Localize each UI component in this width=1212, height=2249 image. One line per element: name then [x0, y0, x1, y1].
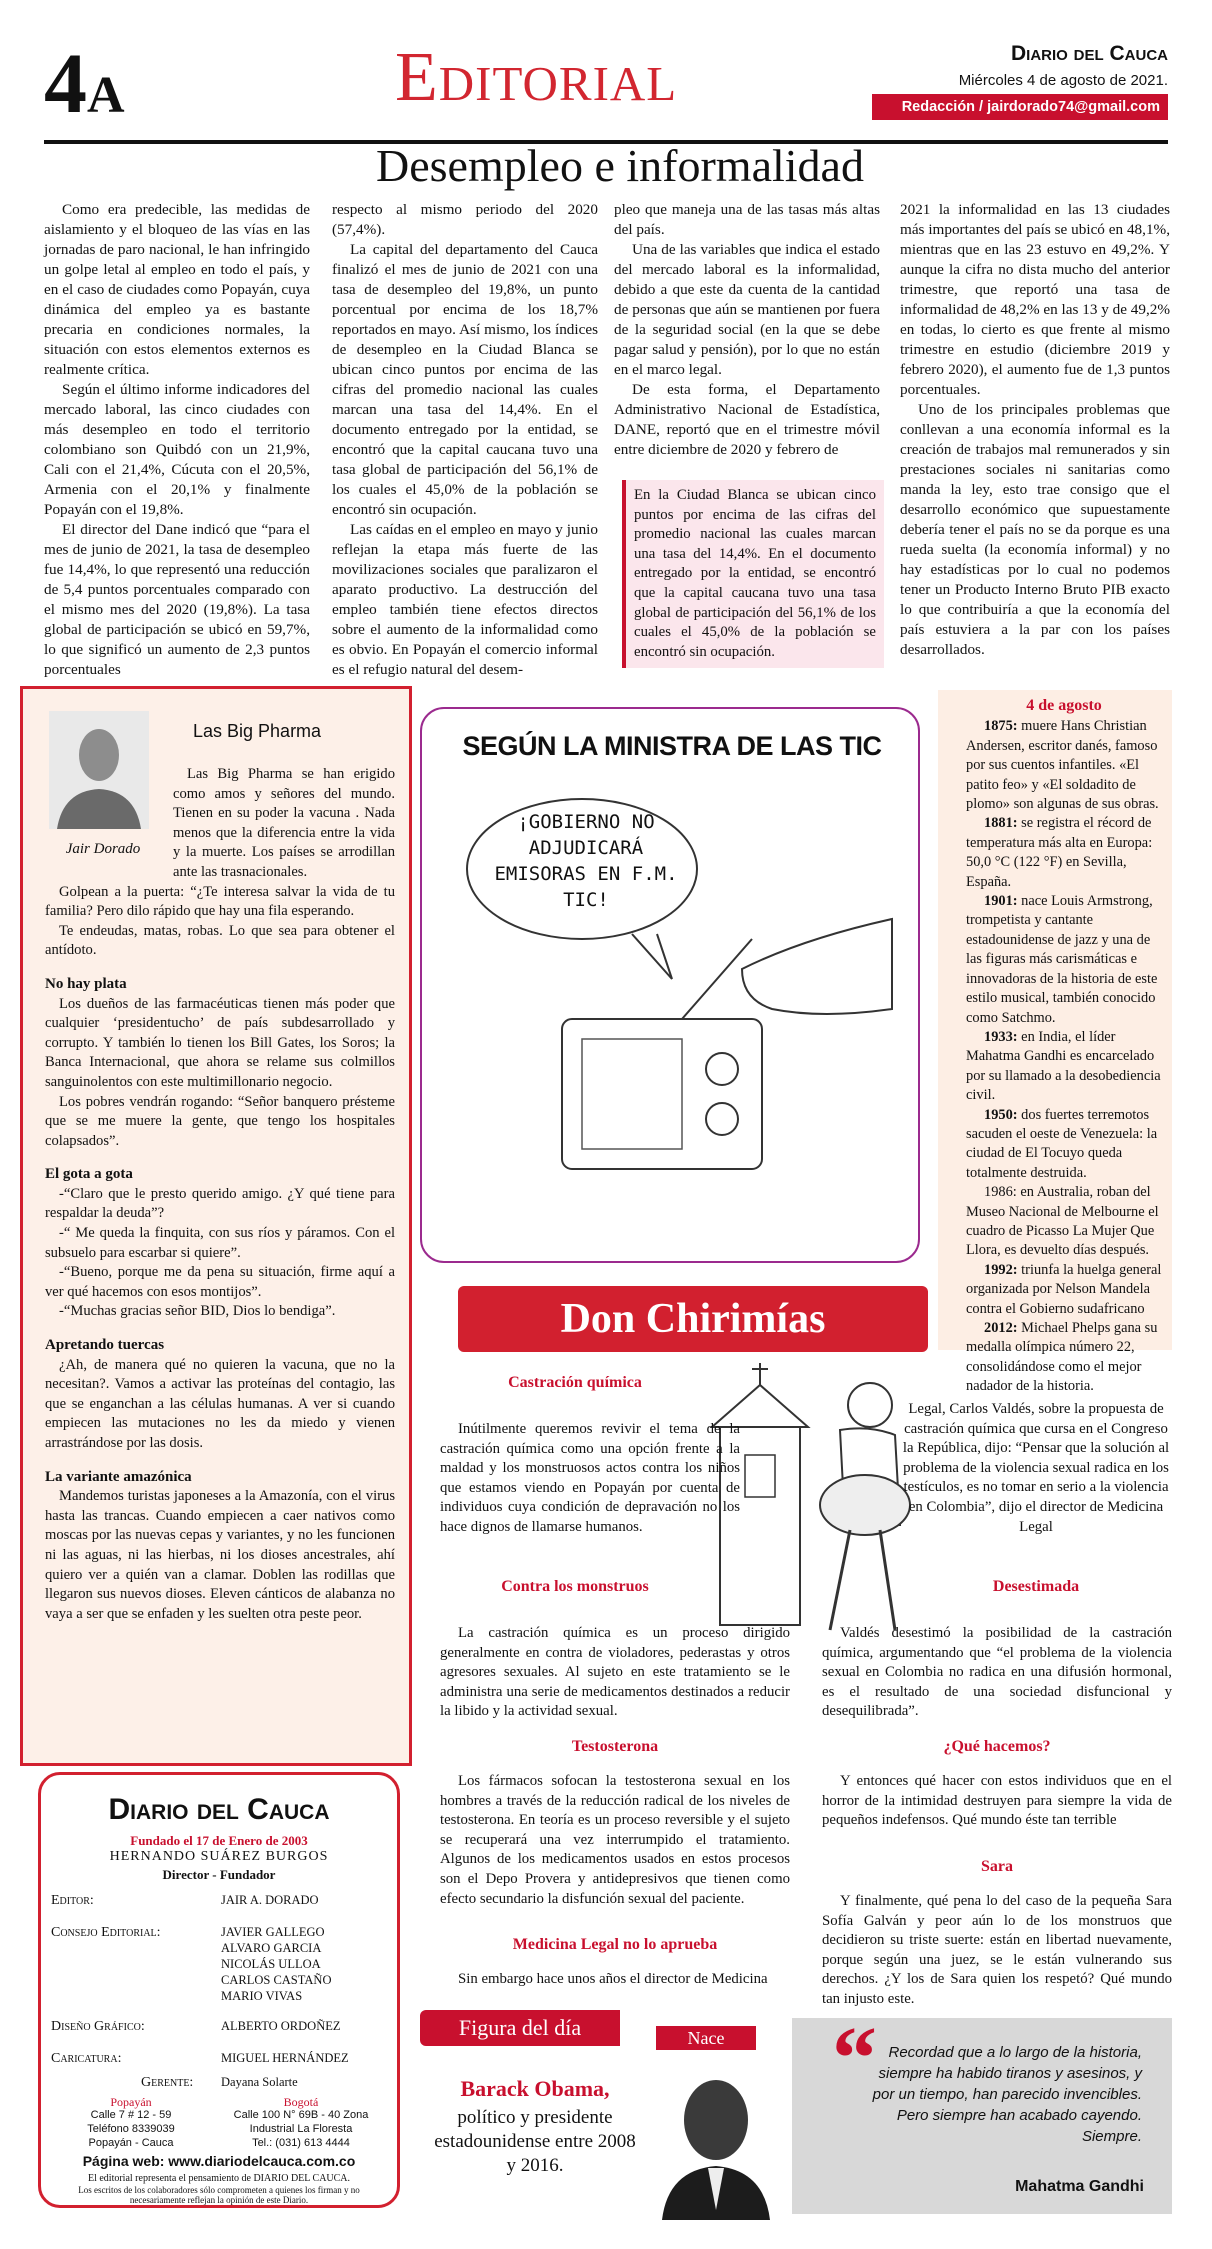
staff-role: Consejo Editorial:	[51, 1925, 161, 1940]
ephemeris-item	[966, 1319, 1162, 1397]
disclaimer: El editorial representa el pensamiento de DIARIO DEL CAUCA.	[87, 2173, 351, 2184]
chirimias-sara	[822, 1892, 1172, 2010]
cartoon-speech: ¡GOBIERNO NO ADJUDICARÁ EMISORAS EN F.M. TIC!	[494, 811, 678, 911]
pullquote-text: En la Ciudad Blanca se ubican cinco puntos por encima de las cifras del promedio nacional las cuales marcan una tasa del 14,4%. En el documento entregado por la entidad, se encontró que la capital caucana tuvo una tasa global de participación del 56,1% de los cuales el 45,0% de la población se encontró sin ocupación.	[634, 487, 876, 660]
paragraph: Mandemos turistas japoneses a la Amazonía, con el virus hasta las trancas. Cuando empiecen a caer nativos como moscas por las nuevas cepas y variantes, y no les funcionen ni las aguas, ni las hierbas, ni los dioses ancestrales, ahí quiero ver a quién van a clamar. Doblen las rodillas que llegaron sus nuevos dioses. Eleven cánticos de alabanza no vaya a ser que se enfaden y les suelten otra peste peor.	[45, 1488, 395, 1622]
ephemeris-text: en Australia, roban del Museo Nacional de Melbourne el cuadro de Picasso La Mujer Que Llora, es devuelto días después.	[966, 1184, 1159, 1259]
editorial-col-3	[614, 200, 880, 460]
staff-name: CARLOS CASTAÑO	[221, 1973, 332, 1987]
paragraph: Uno de los principales problemas que conllevan a una economía informal es la creación de trabajos mal remunerados y sin prestaciones sociales ni sanitarias como manda la ley, esto trae consigo que el desarrollo económico que supuestamente debería tener el país no se da porque es una rueda suelta (la economía informal) y no hay estadísticas por lo cual no podemos tener un Producto Interno Bruto PIB exacto lo que contribuiría a que la economía del país estuviera a la par con los países desarrollados.	[900, 401, 1170, 658]
page-number	[44, 35, 125, 141]
staff-role: Caricatura:	[51, 2051, 122, 2066]
paragraph: 2021 la informalidad en las 13 ciudades más importantes del país se ubicó en 48,1%, mientras que en las 23 estuvo en 49,2%. Y aunque la cifra no dista mucho del anterior trimestre, que reportó una tasa de informalidad de 48,2% en las 13 y de 49,2% en todas, lo cierto es que frente al mismo trimestre en estudio (diciembre 2019 y febrero 2020), el aumento fue de 1,3 puntos porcentuales.	[900, 201, 1170, 398]
paragraph: ¿Ah, de manera qué no quieren la vacuna, que no la necesitan?. Vamos a activar las proteínas del contagio, las que se enganchan a las células humanas. A ver si cuando empiecen las mutaciones no les da miedo y vienen arrastrándose por las dosis.	[45, 1356, 395, 1451]
ephemeris-year: 1881:	[984, 815, 1018, 832]
subheading: El gota a gota	[45, 1166, 133, 1183]
paragraph: Legal, Carlos Valdés, sobre la propuesta de castración química que cursa en el Congreso la República, dijo: “Pensar que la solución al problema de la violencia sexual radica en los testículos, es no tomar en serio a la violencia en Colombia”, dijo el director de Medicina Legal	[902, 1401, 1170, 1535]
paragraph: pleo que maneja una de las tasas más altas del país.	[614, 201, 880, 238]
paragraph: Según el último informe indicadores del mercado laboral, las cinco ciudades con más desempleo en todo el territorio colombiano son Quibdó con un 21,9%, Cali con el 21,4%, Cúcuta con el 20,5%, Armenia con el 20,1% y finalmente Popayán con el 19,8%.	[44, 381, 310, 518]
figura-desc: político y presidente estadounidense entre 2008 y 2016.	[434, 2107, 636, 2176]
staff-role: Editor:	[51, 1893, 94, 1908]
office-bogota-line: Industrial La Floresta	[249, 2123, 353, 2135]
paragraph: Inútilmente queremos revivir el tema de la castración química como una opción frente a la maldad y los monstruosos actos contra los niños que estamos viendo en Popayán por cuenta de individuos cuya condición de depravación no los hace dignos de llamarse humanos.	[440, 1421, 740, 1535]
subhead-medicina: Medicina Legal no lo aprueba	[512, 1936, 718, 1953]
chirimias-legal	[900, 1400, 1172, 1537]
ephemeris-year: 1901:	[984, 893, 1018, 910]
quote-mark-icon: “	[832, 2009, 877, 2108]
office-popayan-line: Calle 7 # 12 - 59	[90, 2109, 172, 2121]
staff-name: JAIR A. DORADO	[221, 1893, 319, 1907]
ephemeris-year: 1986:	[984, 1184, 1017, 1201]
office-popayan-title: Popayán	[110, 2095, 152, 2109]
page-letter: A	[87, 67, 125, 124]
ephemeris-title: 4 de agosto	[1026, 697, 1102, 714]
gerente-name: Dayana Solarte	[221, 2075, 298, 2089]
masthead-box	[38, 1772, 400, 2208]
staff-name: ALVARO GARCIA	[221, 1941, 322, 1955]
subhead-testosterona: Testosterona	[571, 1738, 659, 1755]
paragraph: Los dueños de las farmacéuticas tienen más poder que cualquier ‘presidentucho’ de país subdesarrollado y corrupto. Y también lo tienen los Bill Gates, los Soros; la Banca Internacional, que ahora se relame sus colmillos sanguinolentos con este multimillonario negocio.	[45, 995, 395, 1090]
ephemeris-year: 1992:	[984, 1261, 1018, 1278]
ephemeris-year: 1950:	[984, 1106, 1018, 1123]
contact-bar: Redacción / jairdorado74@gmail.com	[872, 94, 1168, 120]
paragraph: Los fármacos sofocan la testosterona sexual en los hombres a través de la reducción radical de los niveles de testosterona. En teoría es un proceso reversible y el sujeto se recuperará una vez interrumpido el tratamiento. Algunos de los medicamentos usados en estos procesos son el Depo Provera y antidepresivos que tienen como efecto secundario la disfunción sexual del paciente.	[440, 1773, 790, 1907]
paragraph: -“Muchas gracias señor BID, Dios lo bendiga”.	[59, 1303, 336, 1320]
paragraph: Las Big Pharma se han erigido como amos y señores del mundo. Tienen en su poder la vacuna . Nada menos que la diferencia entre la vida y la muerte. Los países se arrodillan ante las trasnacionales.	[173, 766, 395, 880]
staff-role: Diseño Gráfico:	[51, 2019, 145, 2034]
paragraph: La capital del departamento del Cauca finalizó el mes de junio de 2021 con una tasa de desempleo del 19,8%, un punto porcentual por encima de los 18,7% reportados en mayo. Así mismo, los índices de desempleo en la Ciudad Blanca se ubican cinco puntos por encima de las cifras del promedio nacional las cuales marcan una tasa del 14,4%. En el documento entregado por la entidad, se encontró que la capital caucana tuvo una tasa global de participación del 56,1% de los cuales el 45,0% de la población se encontró sin ocupación.	[332, 241, 598, 518]
chirimias-quehacemos	[822, 1772, 1172, 1831]
subheading: No hay plata	[45, 975, 127, 992]
ephemeris-item	[966, 1183, 1162, 1261]
paragraph: respecto al mismo periodo del 2020 (57,4%).	[332, 201, 598, 238]
staff-name: JAVIER GALLEGO	[221, 1925, 325, 1939]
paragraph: Y finalmente, qué pena lo del caso de la pequeña Sara Sofía Galván y peor aún lo de los monstruos que decidieron su triste suerte: están en libertad nuevamente, porque según una juez, se le están vulnerando sus derechos. ¿Y los de Sara quien los respetó? Qué mundo tan injusto este.	[822, 1893, 1172, 2007]
office-bogota-title: Bogotá	[283, 2095, 319, 2109]
ephemeris-box	[938, 690, 1172, 1395]
quote-author: Mahatma Gandhi	[1015, 2178, 1144, 2195]
ephemeris-year: 1933:	[984, 1028, 1018, 1045]
cartoon-title: SEGÚN LA MINISTRA DE LAS TIC	[462, 731, 882, 761]
staff-name: MIGUEL HERNÁNDEZ	[221, 2051, 349, 2065]
ephemeris-item	[966, 892, 1162, 1028]
brand-name: Diario del Cauca	[1011, 42, 1168, 65]
masthead-founder: HERNANDO SUÁREZ BURGOS	[109, 1849, 329, 1864]
masthead-founded: Fundado el 17 de Enero de 2003	[130, 1833, 308, 1848]
staff-name: MARIO VIVAS	[221, 1989, 303, 2003]
paragraph: Las caídas en el empleo en mayo y junio reflejan la etapa más fuerte de las movilizaciones sociales que paralizaron el aparato productivo. La destrucción del empleo también tiene efectos directos sobre el aumento de la informalidad como es obvio. En Popayán el comercio informal es el refugio natural del desem-	[332, 521, 598, 678]
chirimias-banner: Don Chirimías	[458, 1286, 928, 1352]
ephemeris-item	[966, 717, 1162, 814]
obama-portrait-icon	[656, 2060, 776, 2220]
subhead-sara: Sara	[981, 1858, 1013, 1875]
chirimias-castracion	[440, 1420, 740, 1538]
subhead-desestimada: Desestimada	[992, 1578, 1080, 1595]
ephemeris-year: 1875:	[984, 718, 1018, 735]
figura-del-dia	[420, 2010, 788, 2220]
subhead-castracion: Castración química	[508, 1374, 642, 1391]
paragraph: -“Claro que le presto querido amigo. ¿Y qué tiene para respaldar la deuda”?	[45, 1185, 395, 1222]
cartoon-frame	[420, 707, 920, 1263]
paragraph: Una de las variables que indica el estado del mercado laboral es la informalidad, debido a que este da cuenta de la cantidad de personas que aún se mantienen por fuera de la seguridad social (en la que se debe pagar salud y pensión), por lo que no están en el marco legal.	[614, 241, 880, 378]
editorial-col-1	[44, 200, 310, 680]
staff-name: NICOLÁS ULLOA	[221, 1957, 321, 1971]
paragraph: Te endeudas, matas, robas. Lo que sea para obtener el antídoto.	[45, 922, 395, 959]
paragraph: El director del Dane indicó que “para el mes de junio de 2021, la tasa de desempleo fue 14,4%, lo que representó una reducción de 5,4 puntos porcentuales comparado con el mismo mes del 2020 (19,8%). La tasa global de participación se ubicó en 59,7%, lo que significó un aumento de 2,3 puntos porcentuales	[44, 521, 310, 678]
subhead-monstruos: Contra los monstruos	[501, 1578, 649, 1595]
chirimias-monstruos	[440, 1624, 790, 1722]
ephemeris-text: triunfa la huelga general organizada por Nelson Mandela contra el Gobierno sudafricano	[966, 1261, 1162, 1317]
masthead-logo: Diario del Cauca	[108, 1793, 330, 1826]
ephemeris-year: 2012:	[984, 1320, 1018, 1336]
section-title: Editorial	[395, 39, 678, 116]
quote-text: Recordad que a lo largo de la historia, siempre ha habido tiranos y asesinos, y por un tiempo, han parecido invencibles. Pero siempre han acabado cayendo. Siempre.	[872, 2044, 1142, 2145]
website-link[interactable]: Página web: www.diariodelcauca.com.co	[82, 2153, 356, 2169]
figura-tag: Nace	[656, 2026, 756, 2050]
ephemeris-item	[966, 1261, 1162, 1319]
paragraph: De esta forma, el Departamento Administrativo Nacional de Estadística, DANE, reportó que en el trimestre móvil entre diciembre de 2020 y febrero de	[614, 381, 880, 458]
subhead-quehacemos: ¿Qué hacemos?	[943, 1738, 1051, 1755]
editorial-col-4	[900, 200, 1170, 660]
ephemeris-text: nace Louis Armstrong, trompetista y cantante estadounidense de jazz y una de las figuras más carismáticas e innovadoras de la historia de este estilo musical, también conocido como Satchmo.	[966, 893, 1158, 1026]
figura-name: Barack Obama,	[460, 2076, 610, 2101]
paragraph: -“Bueno, porque me da pena su situación, firme aquí a ver qué hacemos con esos montijos”.	[45, 1264, 395, 1300]
paragraph: Como era predecible, las medidas de aislamiento y el bloqueo de las vías en las jornadas de paro nacional, le han infringido un golpe letal al empleo en todo el país, y en el caso de ciudades como Popayán, cuya dinámica del empleo ya es bastante precaria en condiciones normales, la situación con estos elementos externos es realmente crítica.	[44, 201, 310, 378]
masthead-founder-role: Director - Fundador	[162, 1867, 276, 1882]
ephemeris-item	[966, 1028, 1162, 1106]
paragraph: La castración química es un proceso dirigido generalmente en contra de violadores, pederastas y otros agresores sexuales. Al sujeto en este tratamiento se le administra una serie de medicamentos destinados a reducir la libido y la actividad sexual.	[440, 1625, 790, 1720]
paragraph: Y entonces qué hacer con estos individuos que en el horror de la intimidad destruyen para siempre la vida de pequeños indefensos. Qué mundo éste tan terrible	[822, 1773, 1172, 1829]
staff-name: ALBERTO ORDOÑEZ	[221, 2019, 341, 2033]
paragraph: Los pobres vendrán rogando: “Señor banquero présteme que se me muere la gente, que tengo los hospitales colapsados”.	[45, 1093, 395, 1149]
ephemeris-text: se registra el récord de temperatura más alta en Europa: 50,0 °C (122 °F) en Sevilla, España.	[966, 815, 1153, 890]
column-body	[45, 765, 395, 1624]
ephemeris-text: dos fuertes terremotos sacuden el oeste de Venezuela: la ciudad de El Tocuyo queda totalmente destruida.	[966, 1106, 1158, 1181]
chirimias-testosterona	[440, 1772, 790, 1909]
ephemeris-text: Michael Phelps gana su medalla olímpica número 22, consolidándose como el mejor nadador de la historia.	[966, 1320, 1158, 1395]
paragraph: Valdés desestimó la posibilidad de la castración química, argumentando que “el problema de la violencia sexual en Colombia no radica en una difusión hormonal, es el resultado de una sociedad disfuncional y desequilibrada”.	[822, 1625, 1172, 1720]
office-bogota-line: Tel.: (031) 613 4444	[252, 2137, 350, 2149]
disclaimer: Los escritos de los colaboradores sólo comprometen a quienes los firman y no necesariamente reflejan la opinión de este Diario.	[78, 2185, 360, 2205]
issue-date: Miércoles 4 de agosto de 2021.	[958, 72, 1168, 89]
ephemeris-text: muere Hans Christian Andersen, escritor danés, famoso por sus cuentos infantiles. «El patito feo» y «El soldadito de plomo» son algunas de sus obras.	[966, 718, 1159, 813]
column-title: Las Big Pharma	[193, 721, 322, 741]
chirimias-desestimada	[822, 1624, 1172, 1722]
office-popayan-line: Popayán - Cauca	[88, 2137, 174, 2149]
office-popayan-line: Teléfono 8339039	[87, 2123, 175, 2135]
pullquote-box	[622, 480, 884, 668]
gerente-role: Gerente:	[141, 2075, 194, 2090]
office-bogota-line: Calle 100 N° 69B - 40 Zona	[233, 2109, 369, 2121]
editorial-col-2	[332, 200, 598, 680]
figura-label: Figura del día	[420, 2010, 620, 2046]
paragraph: Golpean a la puerta: “¿Te interesa salvar la vida de tu familia? Pero dilo rápido que hay una fila esperando.	[45, 883, 395, 920]
ephemeris-text: en India, el líder Mahatma Gandhi es encarcelado por su llamado a la desobediencia civil.	[966, 1028, 1161, 1104]
editorial-headline: Desempleo e informalidad	[376, 140, 864, 191]
page-number-digit: 4	[44, 35, 87, 131]
author-name: Jair Dorado	[65, 841, 141, 857]
subheading: Apretando tuercas	[45, 1337, 165, 1354]
quote-box	[792, 2009, 1172, 2214]
chirimias-medicina	[440, 1970, 790, 1990]
ephemeris-item	[966, 814, 1162, 892]
subheading: La variante amazónica	[45, 1468, 192, 1485]
paragraph: Sin embargo hace unos años el director de Medicina	[458, 1971, 768, 1987]
paragraph: -“ Me queda la finquita, con sus ríos y páramos. Con el subsuelo para escarbar si quiere”.	[45, 1225, 395, 1261]
ephemeris-item	[966, 1106, 1162, 1184]
opinion-column-box	[20, 686, 412, 1766]
